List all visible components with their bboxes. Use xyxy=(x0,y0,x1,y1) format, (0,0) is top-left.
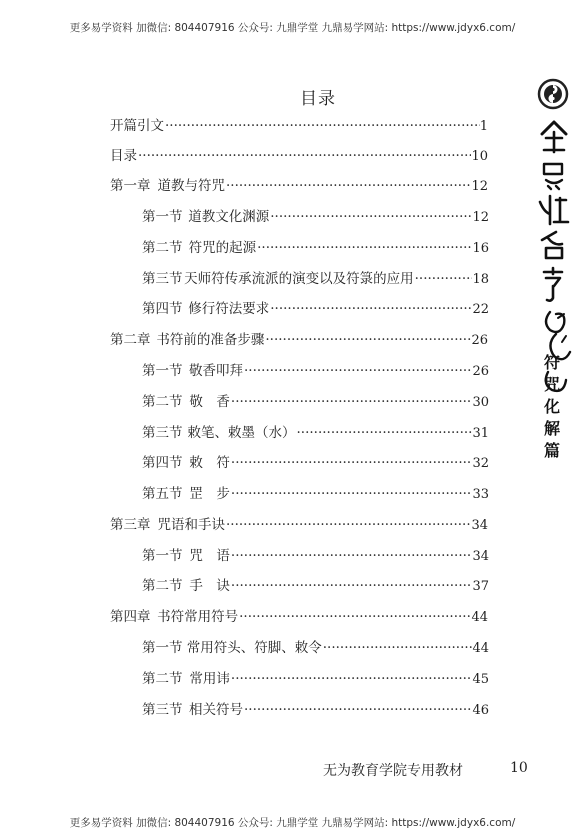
toc-section-heading: 敬香叩拜 xyxy=(189,363,244,379)
toc-section-label: 第二节 xyxy=(142,240,183,256)
toc-chapter-page: 44 xyxy=(471,610,488,625)
toc-section-label: 第四节 xyxy=(142,455,183,471)
toc-section[interactable] xyxy=(142,207,489,227)
toc-leader xyxy=(230,576,473,596)
toc-section-page: 45 xyxy=(472,672,489,687)
toc-leader xyxy=(296,423,473,443)
toc-leader xyxy=(264,330,471,350)
toc-section-page: 18 xyxy=(472,272,489,287)
toc-chapter-page: 12 xyxy=(471,179,488,194)
toc-section-heading: 敕 符 xyxy=(189,455,230,471)
toc-chapter-label: 第一章 xyxy=(110,178,151,194)
toc-section-heading: 道教文化渊源 xyxy=(188,209,270,225)
toc-section[interactable] xyxy=(142,361,489,381)
toc-section[interactable] xyxy=(142,299,489,319)
toc-leader xyxy=(225,515,471,535)
toc-section-label: 第一节 xyxy=(142,548,183,564)
toc-section-heading: 常用符头、符脚、敕令 xyxy=(186,640,322,656)
toc-chapter-heading: 书符常用符号 xyxy=(157,609,239,625)
toc-section-heading: 常用讳 xyxy=(189,671,230,687)
calligraphy-icon xyxy=(540,122,570,391)
toc-section-page: 44 xyxy=(472,641,489,656)
toc-chapter-page: 34 xyxy=(471,518,488,533)
toc-chapter[interactable] xyxy=(110,176,488,196)
toc-section-heading: 咒 语 xyxy=(189,548,230,564)
toc-section-page: 22 xyxy=(472,302,489,317)
emblem-icon xyxy=(539,80,567,108)
toc-section[interactable] xyxy=(142,546,489,566)
toc-section-label: 第四节 xyxy=(142,301,183,317)
toc-entry-page: 10 xyxy=(471,149,488,164)
toc-section[interactable] xyxy=(142,700,489,720)
toc-section-heading: 修行符法要求 xyxy=(188,301,270,317)
toc-leader xyxy=(230,453,473,473)
toc-section-label: 第二节 xyxy=(142,578,183,594)
page-number: 10 xyxy=(510,760,528,776)
subtitle-char: 咒 xyxy=(543,375,560,394)
toc-entry[interactable] xyxy=(110,116,488,136)
toc-section-page: 12 xyxy=(472,210,489,225)
toc-chapter-heading: 道教与符咒 xyxy=(157,178,226,194)
toc-section-heading: 相关符号 xyxy=(189,702,244,718)
toc-section-page: 30 xyxy=(472,395,489,410)
toc-leader xyxy=(225,176,471,196)
toc-leader xyxy=(230,484,473,504)
toc-section-label: 第三节 xyxy=(142,425,183,441)
toc-section-label: 第二节 xyxy=(142,394,183,410)
toc-section[interactable] xyxy=(142,453,489,473)
toc-section-label: 第一节 xyxy=(142,363,183,379)
toc-section[interactable] xyxy=(142,423,489,443)
toc-section-page: 26 xyxy=(472,364,489,379)
subtitle-char: 解 xyxy=(543,419,560,438)
toc-leader xyxy=(243,361,472,381)
toc-leader xyxy=(230,669,473,689)
toc-section[interactable] xyxy=(142,238,489,258)
toc-leader xyxy=(269,299,472,319)
toc-leader xyxy=(322,638,473,658)
toc-section[interactable] xyxy=(142,392,489,412)
toc-section-label: 第一节 xyxy=(142,640,183,656)
toc-section-label: 第五节 xyxy=(142,486,183,502)
toc-chapter-label: 第四章 xyxy=(110,609,151,625)
toc-chapter[interactable] xyxy=(110,330,488,350)
toc-section[interactable] xyxy=(142,484,489,504)
toc-section-heading: 天师符传承流派的演变以及符箓的应用 xyxy=(184,271,414,287)
toc-leader xyxy=(164,116,480,136)
toc-section-label: 第三节 xyxy=(142,271,183,287)
toc-leader xyxy=(269,207,472,227)
toc-leader xyxy=(243,700,472,720)
toc-section-heading: 罡 步 xyxy=(189,486,230,502)
toc-section-heading: 符咒的起源 xyxy=(188,240,257,256)
toc-entry-label: 开篇引文 xyxy=(110,118,164,134)
toc-section[interactable] xyxy=(142,269,489,289)
toc-chapter-label: 第二章 xyxy=(110,332,151,348)
toc-section-heading: 敬 香 xyxy=(189,394,230,410)
toc-section-page: 34 xyxy=(472,549,489,564)
watermark-top: 更多易学资料 加微信: 804407916 公众号: 九鼎学堂 九鼎易学网站: https://www.jdyx6.com/ xyxy=(69,22,516,34)
toc-section[interactable] xyxy=(142,576,489,596)
toc-entry-page: 1 xyxy=(479,119,488,134)
toc-leader xyxy=(414,269,473,289)
toc-chapter[interactable] xyxy=(110,607,488,627)
toc-chapter-heading: 咒语和手诀 xyxy=(157,517,226,533)
toc-leader xyxy=(256,238,472,258)
toc-section[interactable] xyxy=(142,638,489,658)
toc-entry[interactable] xyxy=(110,146,488,166)
footer-text: 无为教育学院专用教材 xyxy=(323,763,463,779)
toc-leader xyxy=(230,546,473,566)
toc-entry-label: 目录 xyxy=(110,148,137,164)
toc-leader xyxy=(137,146,471,166)
toc-section-page: 32 xyxy=(472,456,489,471)
toc-chapter-page: 26 xyxy=(471,333,488,348)
toc-leader xyxy=(230,392,473,412)
toc-chapter-label: 第三章 xyxy=(110,517,151,533)
vertical-subtitle xyxy=(541,352,563,462)
toc-section-label: 第二节 xyxy=(142,671,183,687)
toc-section-page: 16 xyxy=(472,241,489,256)
subtitle-char: 篇 xyxy=(543,441,560,460)
toc-section-label: 第三节 xyxy=(142,702,183,718)
subtitle-char: 化 xyxy=(543,397,560,416)
toc-leader xyxy=(238,607,471,627)
toc-section-label: 第一节 xyxy=(142,209,183,225)
watermark-bottom: 更多易学资料 加微信: 804407916 公众号: 九鼎学堂 九鼎易学网站: https://www.jdyx6.com/ xyxy=(69,817,516,829)
toc-section-page: 37 xyxy=(472,579,489,594)
toc-section[interactable] xyxy=(142,669,489,689)
toc-title: 目录 xyxy=(300,89,336,109)
subtitle-char: 符 xyxy=(543,353,560,372)
toc-chapter[interactable] xyxy=(110,515,488,535)
toc-section-page: 46 xyxy=(472,703,489,718)
toc-section-page: 33 xyxy=(472,487,489,502)
toc-section-heading: 敕笔、敕墨（水） xyxy=(187,425,296,441)
toc-section-page: 31 xyxy=(472,426,489,441)
toc-chapter-heading: 书符前的准备步骤 xyxy=(156,332,265,348)
toc-section-heading: 手 诀 xyxy=(189,578,230,594)
